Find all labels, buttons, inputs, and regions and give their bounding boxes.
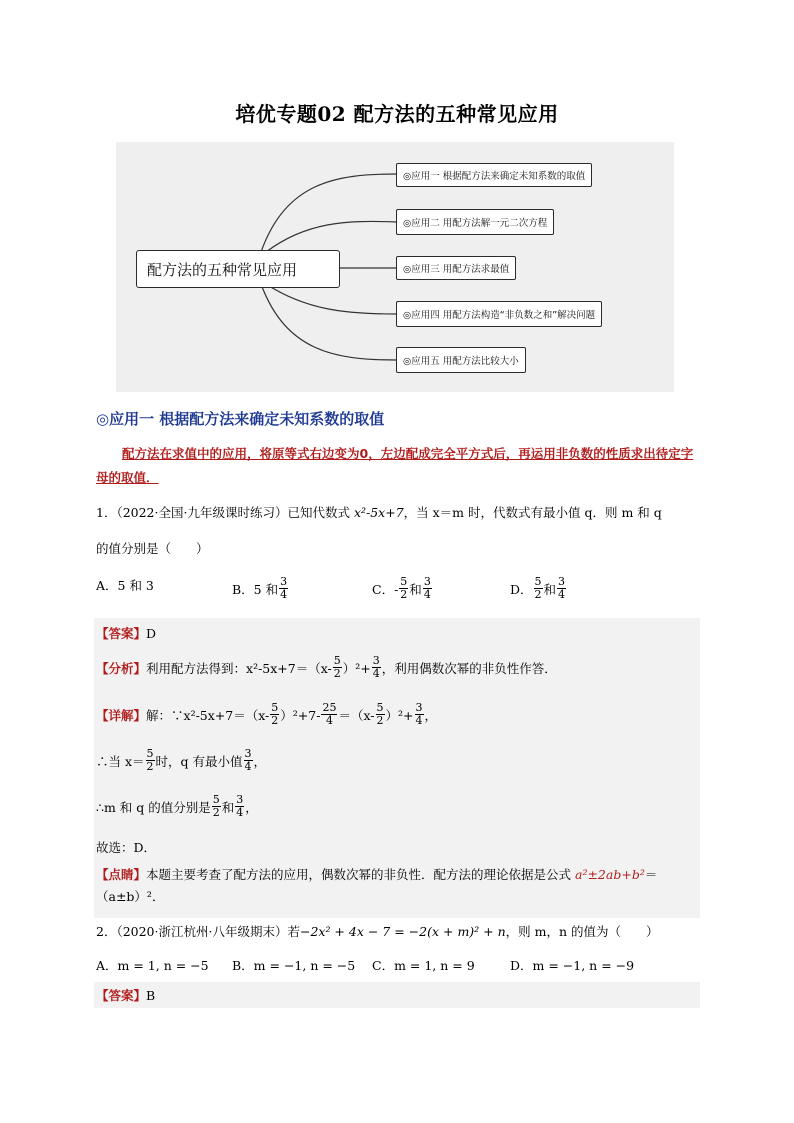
denominator: 4 [325, 714, 333, 727]
q1-option-b-label: B．5 和 [232, 581, 279, 597]
q1-detail-line-2 [96, 748, 266, 773]
q2-expression: −2x² + 4x − 7 = −2(x + m)² + n [299, 923, 506, 939]
analysis-text: 利用配方法得到：x²-5x+7＝（x- [146, 660, 332, 676]
comment-formula: a²±2ab+b² [575, 867, 645, 882]
denominator: 2 [333, 667, 341, 680]
detail-text: ）²+ [385, 707, 414, 723]
mind-map-root: 配方法的五种常见应用 [136, 250, 340, 288]
numerator: 3 [415, 701, 423, 714]
fraction [146, 748, 155, 773]
q2-option-b: B．m = −1, n = −5 [232, 958, 356, 973]
q1-option-c-label: C．- [372, 581, 399, 597]
denominator: 4 [244, 760, 252, 773]
q1-analysis [96, 655, 557, 680]
detail-text: ∴当 x＝ [96, 753, 145, 769]
method-note-text: 配方法在求值中的应用，将原等式右边变为0，左边配成完全平方式后，再运用非负数的性质求出待定字母的取值． [96, 446, 694, 485]
q1-detail [96, 702, 437, 727]
q1-stem-part: 1．（2022·全国·九年级课时练习）已知代数式 [96, 505, 354, 520]
detail-text: 和 [221, 799, 235, 815]
q1-detail-line-3 [96, 794, 258, 819]
question-1-stem-2: 的值分别是（ ） [96, 541, 209, 556]
numerator: 3 [280, 575, 288, 588]
q1-option-c [372, 576, 433, 601]
numerator: 25 [322, 701, 337, 714]
q1-answer [96, 624, 156, 642]
answer-tag: 【答案】 [96, 988, 147, 1003]
denominator: 4 [558, 588, 566, 601]
fraction [235, 794, 244, 819]
denominator: 4 [423, 588, 431, 601]
mind-map-branch-3: ◎应用三 用配方法求最值 [396, 256, 516, 280]
comment-text: 本题主要考查了配方法的应用，偶数次幂的非负性．配方法的理论依据是公式 [146, 867, 575, 882]
numerator: 3 [423, 575, 431, 588]
section-heading: ◎应用一 根据配方法来确定未知系数的取值 [96, 410, 385, 428]
fraction [415, 702, 424, 727]
q1-stem-part: ，当 x＝m 时，代数式有最小值 q．则 m 和 q [403, 505, 662, 520]
numerator: 3 [244, 747, 252, 760]
fraction [423, 576, 432, 601]
fraction [244, 748, 253, 773]
answer-value: D [146, 625, 157, 641]
mind-map [116, 142, 674, 392]
numerator: 5 [212, 793, 220, 806]
numerator: 5 [271, 701, 279, 714]
q2-answer [96, 986, 155, 1004]
detail-text: 解：∵x²-5x+7＝（x- [146, 707, 270, 723]
denominator: 4 [372, 667, 380, 680]
denominator: 2 [376, 714, 384, 727]
numerator: 5 [376, 701, 384, 714]
mind-map-branch-1: ◎应用一 根据配方法来确定未知系数的取值 [396, 163, 592, 187]
numerator: 5 [400, 575, 408, 588]
denominator: 2 [400, 588, 408, 601]
q2-option-a: A．m = 1, n = −5 [96, 958, 209, 973]
page-title: 培优专题02 配方法的五种常见应用 [235, 102, 559, 126]
comment-text: ＝（a±b）²． [96, 867, 658, 904]
method-note [96, 442, 702, 490]
denominator: 2 [534, 588, 542, 601]
fraction [372, 655, 381, 680]
q2-option-d: D．m = −1, n = −9 [510, 958, 635, 973]
numerator: 5 [146, 747, 154, 760]
detail-text: ∴m 和 q 的值分别是 [96, 799, 211, 815]
q1-option-a: A．5 和 3 [96, 578, 154, 593]
mind-map-branch-5: ◎应用五 用配方法比较大小 [396, 347, 526, 373]
q2-stem-part: 2．（2020·浙江杭州·八年级期末）若 [96, 924, 300, 939]
fraction [333, 655, 342, 680]
q1-choose: 故选：D． [96, 840, 157, 855]
denominator: 2 [212, 806, 220, 819]
analysis-tag: 【分析】 [96, 660, 147, 676]
numerator: 5 [534, 575, 542, 588]
answer-tag: 【答案】 [96, 626, 147, 641]
q1-expression: x²-5x+7 [353, 505, 404, 520]
q1-option-d [510, 576, 567, 601]
analysis-text: ）²+ [342, 660, 371, 676]
question-2-stem [96, 922, 659, 940]
fraction [270, 702, 279, 727]
detail-tag: 【详解】 [96, 707, 147, 723]
detail-text: 时，q 有最小值 [155, 753, 243, 769]
comment-tag: 【点睛】 [96, 867, 147, 882]
detail-text: ， [424, 707, 438, 723]
fraction [557, 576, 566, 601]
fraction [321, 702, 337, 727]
q1-option-d-label: D． [510, 581, 533, 597]
detail-text: ）²+7- [280, 707, 321, 723]
denominator: 2 [271, 714, 279, 727]
question-1-stem [96, 503, 706, 523]
analysis-text: ，利用偶数次幂的非负性作答． [381, 660, 557, 676]
fraction [279, 576, 288, 601]
q1-comment [96, 864, 700, 908]
denominator: 4 [415, 714, 423, 727]
q1-option-c-and: 和 [409, 581, 422, 597]
q1-option-b [232, 576, 289, 601]
q2-solution-box [94, 982, 700, 1008]
mind-map-branch-2: ◎应用二 用配方法解一元二次方程 [396, 209, 554, 235]
numerator: 5 [333, 654, 341, 667]
answer-value: B [146, 987, 156, 1003]
fraction [212, 794, 221, 819]
numerator: 3 [236, 793, 244, 806]
q2-option-c: C．m = 1, n = 9 [372, 958, 475, 973]
denominator: 4 [236, 806, 244, 819]
mind-map-branch-4: ◎应用四 用配方法构造“非负数之和”解决问题 [396, 301, 602, 327]
fraction [399, 576, 408, 601]
numerator: 3 [558, 575, 566, 588]
denominator: 2 [146, 760, 154, 773]
q1-option-d-and: 和 [543, 581, 557, 597]
numerator: 3 [372, 654, 380, 667]
fraction [534, 576, 543, 601]
q2-stem-part: ，则 m，n 的值为（ ） [505, 924, 659, 939]
fraction [376, 702, 385, 727]
denominator: 4 [280, 588, 288, 601]
detail-text: ， [253, 753, 267, 769]
detail-text: ＝（x- [338, 707, 375, 723]
detail-text: ， [245, 799, 258, 815]
